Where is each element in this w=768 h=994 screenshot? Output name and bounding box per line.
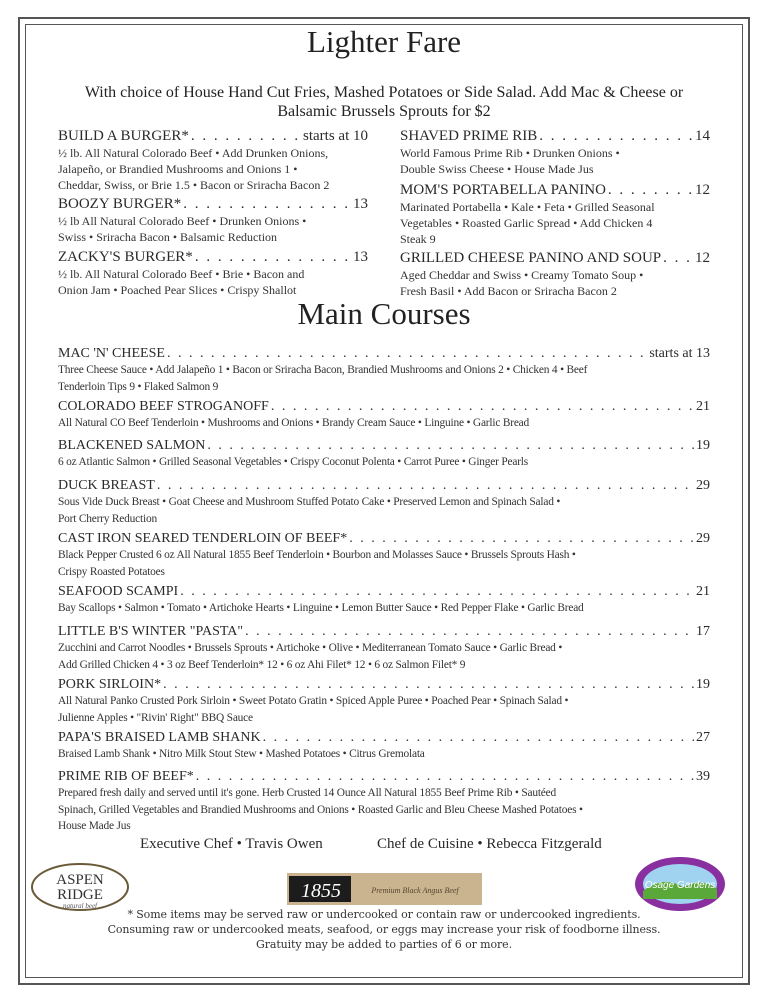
item-description: Julienne Apples • "Rivin' Right" BBQ Sauce [58, 711, 253, 724]
svg-text:Osage Gardens: Osage Gardens [644, 880, 716, 891]
menu-item-header [58, 583, 710, 600]
footer-disclaimer [30, 907, 738, 952]
item-name: PAPA'S BRAISED LAMB SHANK [58, 730, 261, 745]
item-price: 12 [695, 182, 710, 198]
item-description: All Natural CO Beef Tenderloin • Mushrooms and Onions • Brandy Cream Sauce • Linguine • Garlic Bread [58, 417, 530, 429]
dot-leader [183, 195, 351, 213]
menu-item [58, 530, 710, 580]
item-name: LITTLE B'S WINTER "PASTA" [58, 624, 244, 639]
item-description: Add Grilled Chicken 4 • 3 oz Beef Tenderloin* 12 • 6 oz Ahi Filet* 12 • 6 oz Salmon Filet* 9 [58, 658, 466, 671]
section-title-lighter-fare: Lighter Fare [306, 24, 462, 59]
item-description: Prepared fresh daily and served until it's gone. Herb Crusted 14 Ounce All Natural 1855 Beef Prime Rib • Sautéed [58, 787, 556, 799]
svg-text:RIDGE: RIDGE [57, 887, 103, 903]
menu-item-header [58, 623, 710, 640]
dot-leader [263, 729, 694, 746]
item-price: 29 [696, 478, 710, 493]
dot-leader [180, 583, 694, 600]
item-price: 12 [695, 250, 710, 266]
aspen-ridge-logo [30, 862, 130, 912]
item-name: MOM'S PORTABELLA PANINO [400, 182, 606, 198]
item-price: starts at 10 [303, 128, 368, 144]
menu-item [58, 345, 710, 395]
item-name: ZACKY'S BURGER* [58, 249, 193, 265]
dot-leader [245, 623, 694, 640]
menu-item [58, 437, 710, 471]
menu-item [400, 249, 710, 299]
section-title-main-courses: Main Courses [297, 296, 471, 331]
item-description: Swiss • Sriracha Bacon • Balsamic Reduction [58, 230, 278, 244]
item-description: Jalapeño, or Brandied Mushrooms and Onions 1 • [58, 162, 298, 176]
menu-item-header [58, 345, 710, 362]
dot-leader [539, 127, 693, 145]
lighter-fare-subtitle [60, 83, 708, 121]
menu-item [400, 127, 710, 177]
item-description: Three Cheese Sauce • Add Jalapeño 1 • Bacon or Sriracha Bacon, Brandied Mushrooms and Onions 2 • Chicken 4 • Beef [58, 364, 588, 376]
item-price: 21 [696, 584, 710, 599]
item-description: Black Pepper Crusted 6 oz All Natural 1855 Beef Tenderloin • Bourbon and Molasses Sauce • Brussels Sprouts Hash • [58, 549, 576, 561]
item-name: PRIME RIB OF BEEF* [58, 769, 194, 784]
item-description: Zucchini and Carrot Noodles • Brussels Sprouts • Artichoke • Olive • Mediterranean Tomato Sauce • Garlic Bread • [58, 642, 563, 654]
menu-item [58, 398, 710, 432]
item-price: 19 [696, 438, 710, 453]
dot-leader [157, 477, 694, 494]
1855-angus-logo [287, 873, 482, 905]
dot-leader [195, 248, 351, 266]
item-description: Crispy Roasted Potatoes [58, 565, 165, 578]
menu-item [58, 248, 368, 298]
item-price: 29 [696, 531, 710, 546]
menu-item [58, 127, 368, 193]
item-description: Braised Lamb Shank • Nitro Milk Stout Stew • Mashed Potatoes • Citrus Gremolata [58, 748, 425, 760]
item-description: Marinated Portabella • Kale • Feta • Grilled Seasonal [400, 200, 655, 214]
dot-leader [207, 437, 694, 454]
svg-text:natural beef: natural beef [62, 902, 98, 910]
chef-de-cuisine: Chef de Cuisine • Rebecca Fitzgerald [377, 836, 602, 852]
item-name: BLACKENED SALMON [58, 438, 206, 453]
item-description: House Made Jus [58, 820, 131, 832]
menu-item [58, 676, 710, 726]
footer-line: * Some items may be served raw or undercooked or contain raw or undercooked ingredients. [127, 908, 641, 921]
item-name: COLORADO BEEF STROGANOFF [58, 399, 269, 414]
item-description: Fresh Basil • Add Bacon or Sriracha Bacon 2 [400, 284, 617, 298]
menu-item-header [58, 768, 710, 785]
menu-item [58, 729, 710, 763]
item-description: Onion Jam • Poached Pear Slices • Crispy Shallot [58, 283, 297, 297]
item-price: 21 [696, 399, 710, 414]
item-price: 14 [695, 128, 710, 144]
item-name: GRILLED CHEESE PANINO AND SOUP [400, 250, 662, 266]
item-description: World Famous Prime Rib • Drunken Onions • [400, 146, 620, 160]
menu-item-header [58, 248, 368, 266]
dot-leader [663, 249, 693, 267]
item-description: Steak 9 [400, 232, 436, 246]
menu-item-header [400, 249, 710, 267]
svg-text:ASPEN: ASPEN [56, 872, 104, 888]
item-name: BOOZY BURGER* [58, 196, 182, 212]
executive-chef: Executive Chef • Travis Owen [140, 836, 323, 852]
dot-leader [349, 530, 694, 547]
item-description: Aged Cheddar and Swiss • Creamy Tomato Soup • [400, 268, 644, 282]
menu-item-header [58, 729, 710, 746]
item-price: starts at 13 [649, 346, 710, 361]
item-name: CAST IRON SEARED TENDERLOIN OF BEEF* [58, 531, 348, 546]
subtitle-line: With choice of House Hand Cut Fries, Mashed Potatoes or Side Salad. Add Mac & Cheese or [84, 84, 684, 101]
item-price: 13 [353, 196, 368, 212]
item-description: Double Swiss Cheese • House Made Jus [400, 162, 594, 176]
subtitle-line: Balsamic Brussels Sprouts for $2 [277, 103, 491, 120]
item-price: 27 [696, 730, 710, 745]
item-description: ½ lb All Natural Colorado Beef • Drunken Onions • [58, 214, 307, 228]
menu-item-header [58, 195, 368, 213]
menu-item-header [58, 530, 710, 547]
item-description: Port Cherry Reduction [58, 512, 157, 525]
dot-leader [271, 398, 694, 415]
menu-item-header [58, 437, 710, 454]
menu-item-header [58, 676, 710, 693]
item-price: 13 [353, 249, 368, 265]
menu-item-header [58, 477, 710, 494]
menu-item-header [58, 398, 710, 415]
item-name: MAC 'N' CHEESE [58, 346, 165, 361]
dot-leader [191, 127, 301, 145]
item-description: ½ lb. All Natural Colorado Beef • Add Drunken Onions, [58, 146, 329, 160]
item-name: PORK SIRLOIN* [58, 677, 162, 692]
svg-text:Premium Black Angus Beef: Premium Black Angus Beef [371, 886, 459, 895]
menu-item [58, 768, 710, 835]
menu-item [58, 623, 710, 673]
item-description: Sous Vide Duck Breast • Goat Cheese and Mushroom Stuffed Potato Cake • Preserved Lemon and Spinach Salad • [58, 496, 561, 508]
menu-item [58, 477, 710, 527]
item-name: DUCK BREAST [58, 478, 155, 493]
dot-leader [163, 676, 694, 693]
menu-item [400, 181, 710, 247]
menu-item [58, 583, 710, 617]
item-description: Vegetables • Roasted Garlic Spread • Add Chicken 4 [400, 216, 653, 230]
item-description: Spinach, Grilled Vegetables and Brandied Mushrooms and Onions • Roasted Garlic and Bleu Cheese Mashed Potatoes • [58, 803, 583, 816]
dot-leader [608, 181, 693, 199]
item-description: ½ lb. All Natural Colorado Beef • Brie • Bacon and [58, 267, 305, 281]
footer-line: Gratuity may be added to parties of 6 or more. [256, 938, 512, 951]
item-price: 19 [696, 677, 710, 692]
item-description: Cheddar, Swiss, or Brie 1.5 • Bacon or Sriracha Bacon 2 [58, 178, 330, 192]
item-price: 39 [696, 769, 710, 784]
item-description: All Natural Panko Crusted Pork Sirloin • Sweet Potato Gratin • Spiced Apple Puree • Poached Pear • Spinach Salad • [58, 695, 569, 707]
menu-item [58, 195, 368, 245]
item-description: Tenderloin Tips 9 • Flaked Salmon 9 [58, 380, 219, 393]
footer-line: Consuming raw or undercooked meats, seafood, or eggs may increase your risk of foodborne illness. [107, 923, 661, 936]
menu-item-header [400, 181, 710, 199]
menu-item-header [400, 127, 710, 145]
osage-gardens-logo [633, 855, 728, 913]
item-name: BUILD A BURGER* [58, 128, 189, 144]
menu-item-header [58, 127, 368, 145]
dot-leader [196, 768, 694, 785]
svg-text:1855: 1855 [301, 880, 341, 902]
item-name: SEAFOOD SCAMPI [58, 584, 179, 599]
dot-leader [167, 345, 647, 362]
item-price: 17 [696, 624, 710, 639]
item-name: SHAVED PRIME RIB [400, 128, 538, 144]
item-description: 6 oz Atlantic Salmon • Grilled Seasonal Vegetables • Crispy Coconut Polenta • Carrot Puree • Ginger Pearls [58, 456, 529, 468]
item-description: Bay Scallops • Salmon • Tomato • Artichoke Hearts • Linguine • Lemon Butter Sauce • Red Pepper Flake • Garlic Bread [58, 602, 584, 614]
